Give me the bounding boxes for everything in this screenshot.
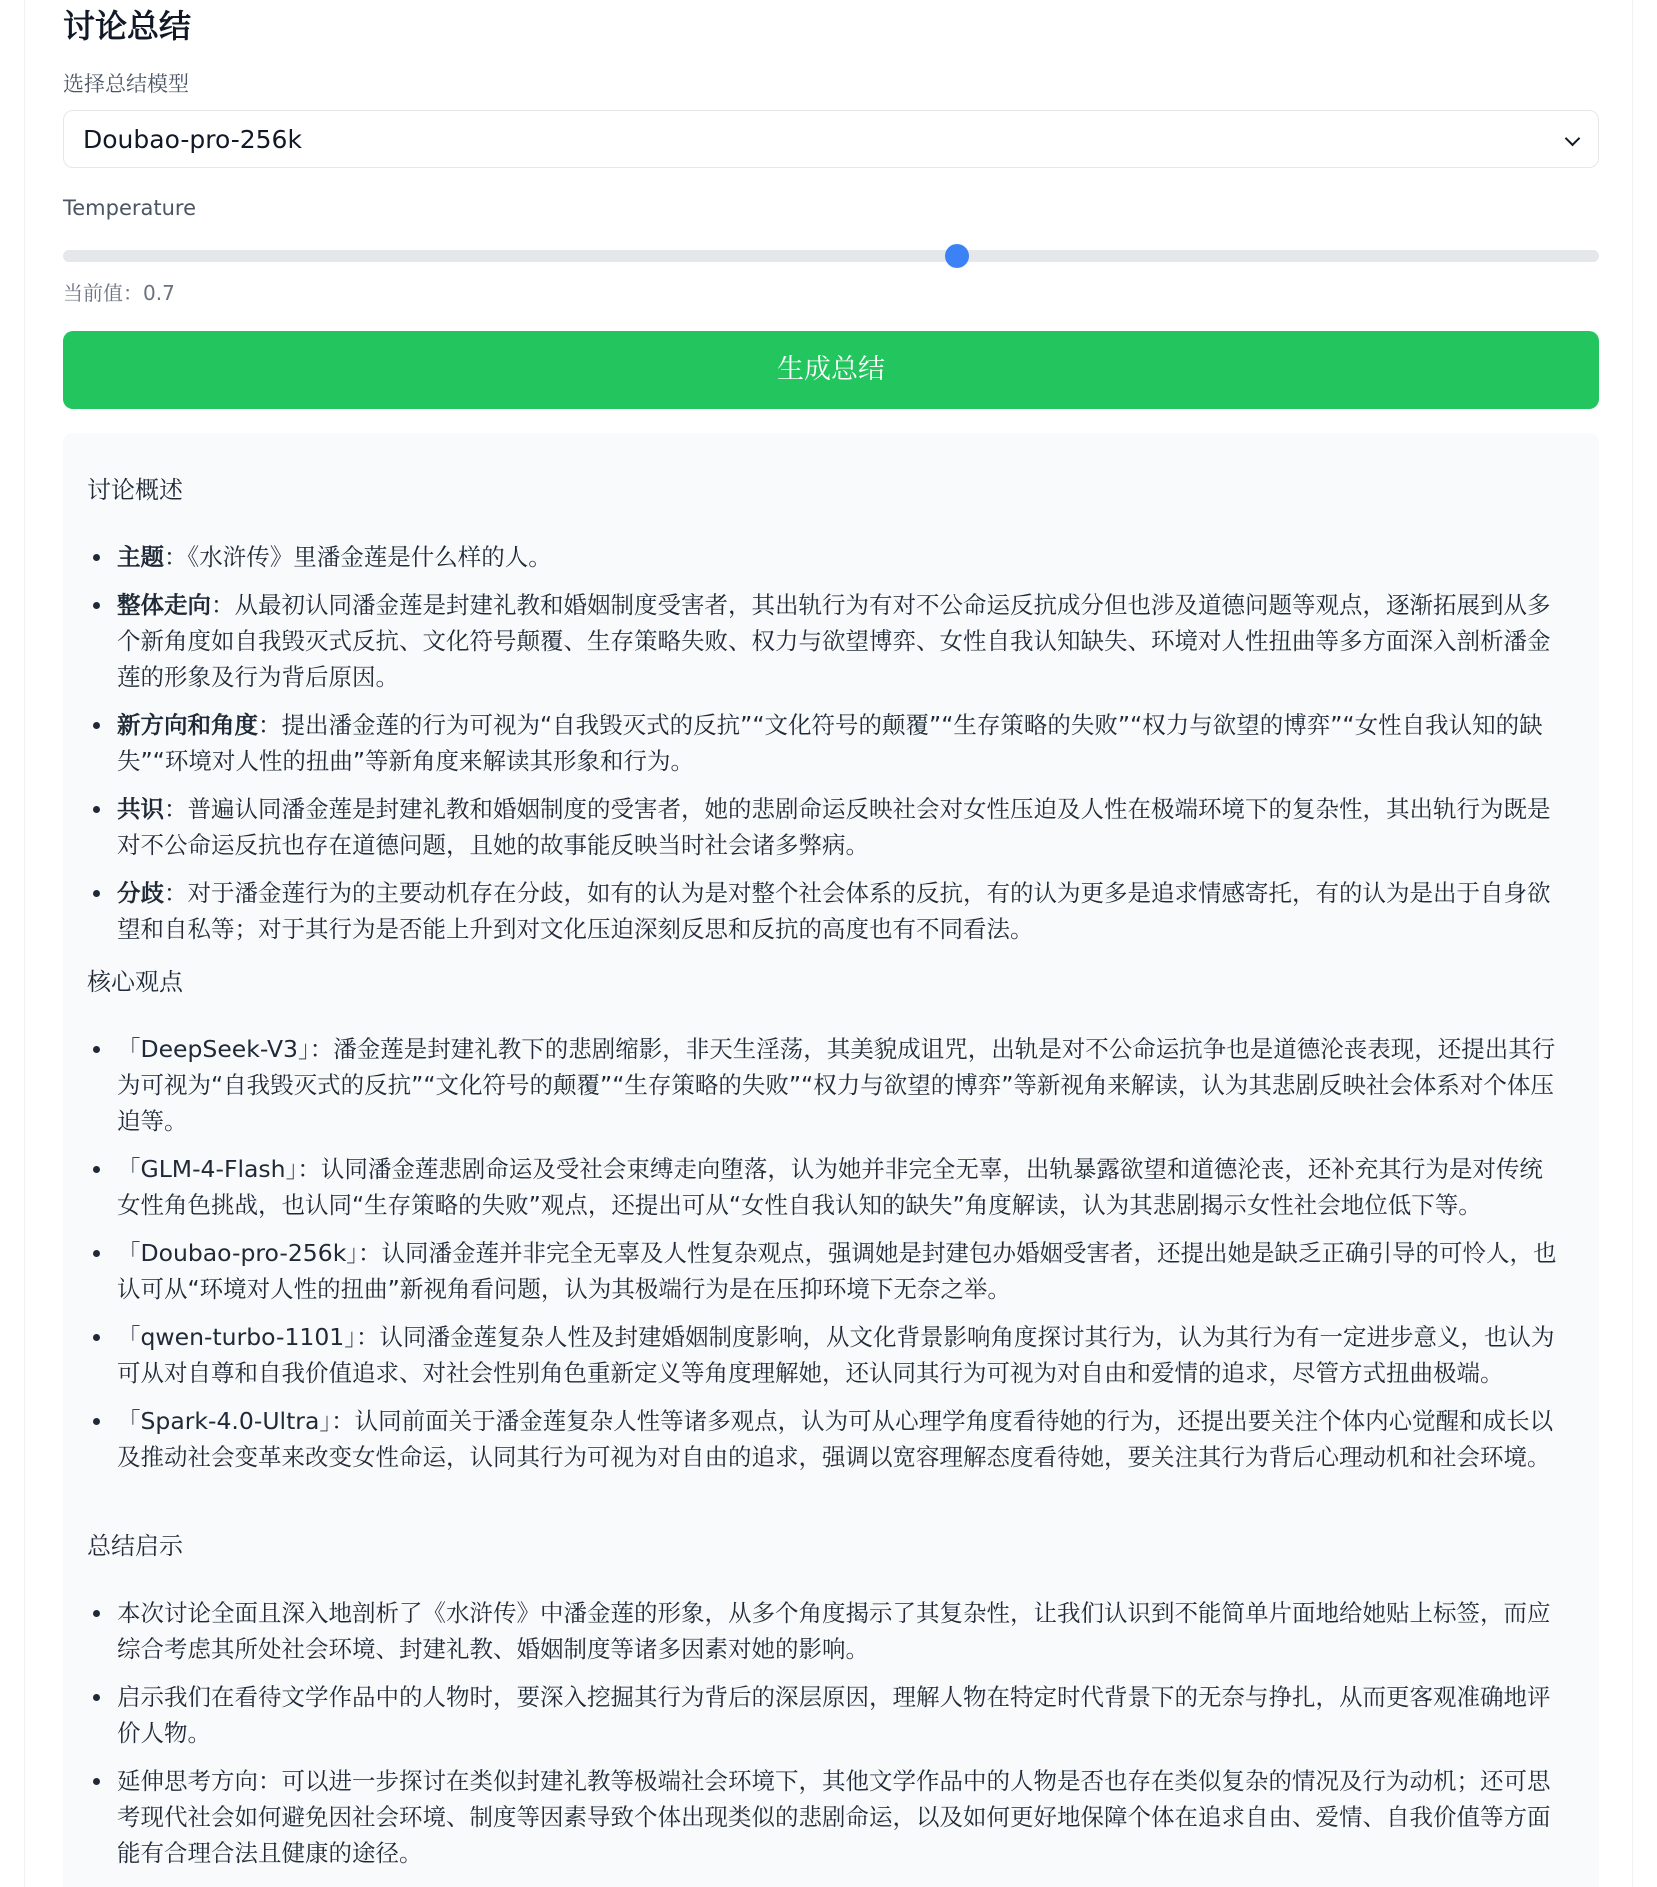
item-term: 分歧 [117, 879, 164, 907]
model-select[interactable] [63, 110, 1599, 168]
item-term: 整体走向 [117, 591, 211, 619]
temperature-slider[interactable] [63, 240, 1599, 272]
bullet-icon [93, 1334, 100, 1341]
bullet-icon [93, 602, 100, 609]
current-value-label: 当前值： [63, 281, 143, 305]
page-title: 讨论总结 [63, 7, 192, 45]
list-item [117, 1679, 1565, 1751]
list-item [117, 539, 1565, 575]
list-item [117, 1763, 1565, 1871]
summary-output [63, 433, 1599, 1887]
item-term: 新方向和角度 [117, 711, 258, 739]
temperature-label: Temperature [63, 196, 197, 220]
overview-heading: 讨论概述 [87, 476, 183, 504]
current-value-number: 0.7 [143, 281, 175, 305]
bullet-icon [93, 1418, 100, 1425]
card-edge-left [24, 0, 25, 1887]
model-select-value: Doubao-pro-256k [83, 125, 302, 154]
current-value-text [63, 279, 175, 307]
bullet-icon [93, 1694, 100, 1701]
slider-thumb[interactable] [945, 244, 969, 268]
item-text: 「Doubao-pro-256k」：认同潘金莲并非完全无辜及人性复杂观点，强调她是封建包办婚姻受害者，还提出她是缺乏正确引导的可怜人，也认可从“环境对人性的扭曲”新视角看问题，认为其极端行为是在压抑环境下无奈之举。 [117, 1239, 1557, 1303]
item-text: 本次讨论全面且深入地剖析了《水浒传》中潘金莲的形象，从多个角度揭示了其复杂性，让我们认识到不能简单片面地给她贴上标签，而应综合考虑其所处社会环境、封建礼教、婚姻制度等诸多因素对她的影响。 [117, 1599, 1551, 1663]
item-text: 启示我们在看待文学作品中的人物时，要深入挖掘其行为背后的深层原因，理解人物在特定时代背景下的无奈与挣扎，从而更客观准确地评价人物。 [117, 1683, 1551, 1747]
item-separator: ： [211, 591, 235, 619]
bullet-icon [93, 1778, 100, 1785]
chevron-down-icon [1565, 131, 1581, 147]
bullet-icon [93, 806, 100, 813]
model-select-label: 选择总结模型 [63, 72, 189, 96]
item-text: 提出潘金莲的行为可视为“自我毁灭式的反抗”“文化符号的颠覆”“生存策略的失败”“权力与欲望的博弈”“女性自我认知的缺失”“环境对人性的扭曲”等新角度来解读其形象和行为。 [117, 711, 1543, 775]
bullet-icon [93, 554, 100, 561]
item-text: 从最初认同潘金莲是封建礼教和婚姻制度受害者，其出轨行为有对不公命运反抗成分但也涉及道德问题等观点，逐渐拓展到从多个新角度如自我毁灭式反抗、文化符号颠覆、生存策略失败、权力与欲望博弈、女性自我认知缺失、环境对人性扭曲等多方面深入剖析潘金莲的形象及行为背后原因。 [117, 591, 1551, 691]
insights-heading: 总结启示 [87, 1532, 183, 1560]
item-text: 普遍认同潘金莲是封建礼教和婚姻制度的受害者，她的悲剧命运反映社会对女性压迫及人性在极端环境下的复杂性，其出轨行为既是对不公命运反抗也存在道德问题，且她的故事能反映当时社会诸多弊病。 [117, 795, 1551, 859]
item-term: 共识 [117, 795, 164, 823]
bullet-icon [93, 1610, 100, 1617]
slider-track[interactable] [63, 250, 1599, 262]
item-separator: ： [164, 543, 188, 571]
bullet-icon [93, 1250, 100, 1257]
item-separator: ： [164, 795, 188, 823]
item-term: 主题 [117, 543, 164, 571]
generate-summary-button[interactable]: 生成总结 [63, 331, 1599, 409]
list-item [117, 875, 1565, 947]
item-separator: ： [258, 711, 282, 739]
item-text: 「DeepSeek-V3」：潘金莲是封建礼教下的悲剧缩影，非天生淫荡，其美貌成诅咒，出轨是对不公命运抗争也是道德沦丧表现，还提出其行为可视为“自我毁灭式的反抗”“文化符号的颠覆”“生存策略的失败”“权力与欲望的博弈”等新视角来解读，认为其悲剧反映社会体系对个体压迫等。 [117, 1035, 1556, 1135]
list-item [117, 707, 1565, 779]
item-text: 《水浒传》里潘金莲是什么样的人。 [187, 543, 552, 571]
list-item [117, 791, 1565, 863]
item-text: 对于潘金莲行为的主要动机存在分歧，如有的认为是对整个社会体系的反抗，有的认为更多是追求情感寄托，有的认为是出于自身欲望和自私等；对于其行为是否能上升到对文化压迫深刻反思和反抗的高度也有不同看法。 [117, 879, 1551, 943]
list-item [117, 1595, 1565, 1667]
item-text: 「GLM-4-Flash」：认同潘金莲悲剧命运及受社会束缚走向堕落，认为她并非完全无辜，出轨暴露欲望和道德沦丧，还补充其行为是对传统女性角色挑战，也认同“生存策略的失败”观点，还提出可从“女性自我认知的缺失”角度解读，认为其悲剧揭示女性社会地位低下等。 [117, 1155, 1543, 1219]
bullet-icon [93, 722, 100, 729]
bullet-icon [93, 1166, 100, 1173]
list-item [117, 587, 1565, 695]
item-text: 「qwen-turbo-1101」：认同潘金莲复杂人性及封建婚姻制度影响，从文化背景影响角度探讨其行为，认为其行为有一定进步意义，也认为可从对自尊和自我价值追求、对社会性别角色重新定义等角度理解她，还认同其行为可视为对自由和爱情的追求，尽管方式扭曲极端。 [117, 1323, 1555, 1387]
bullet-icon [93, 1046, 100, 1053]
list-item [117, 1403, 1565, 1475]
item-text: 「Spark-4.0-Ultra」：认同前面关于潘金莲复杂人性等诸多观点，认为可从心理学角度看待她的行为，还提出要关注个体内心觉醒和成长以及推动社会变革来改变女性命运，认同其行为可视为对自由的追求，强调以宽容理解态度看待她，要关注其行为背后心理动机和社会环境。 [117, 1407, 1554, 1471]
item-text: 延伸思考方向：可以进一步探讨在类似封建礼教等极端社会环境下，其他文学作品中的人物是否也存在类似复杂的情况及行为动机；还可思考现代社会如何避免因社会环境、制度等因素导致个体出现类似的悲剧命运，以及如何更好地保障个体在追求自由、爱情、自我价值等方面能有合理合法且健康的途径。 [117, 1767, 1551, 1867]
core-views-heading: 核心观点 [87, 968, 183, 996]
list-item [117, 1319, 1565, 1391]
bullet-icon [93, 890, 100, 897]
item-separator: ： [164, 879, 188, 907]
card-edge-right [1632, 0, 1633, 1887]
list-item [117, 1235, 1565, 1307]
list-item [117, 1151, 1565, 1223]
list-item [117, 1031, 1565, 1139]
